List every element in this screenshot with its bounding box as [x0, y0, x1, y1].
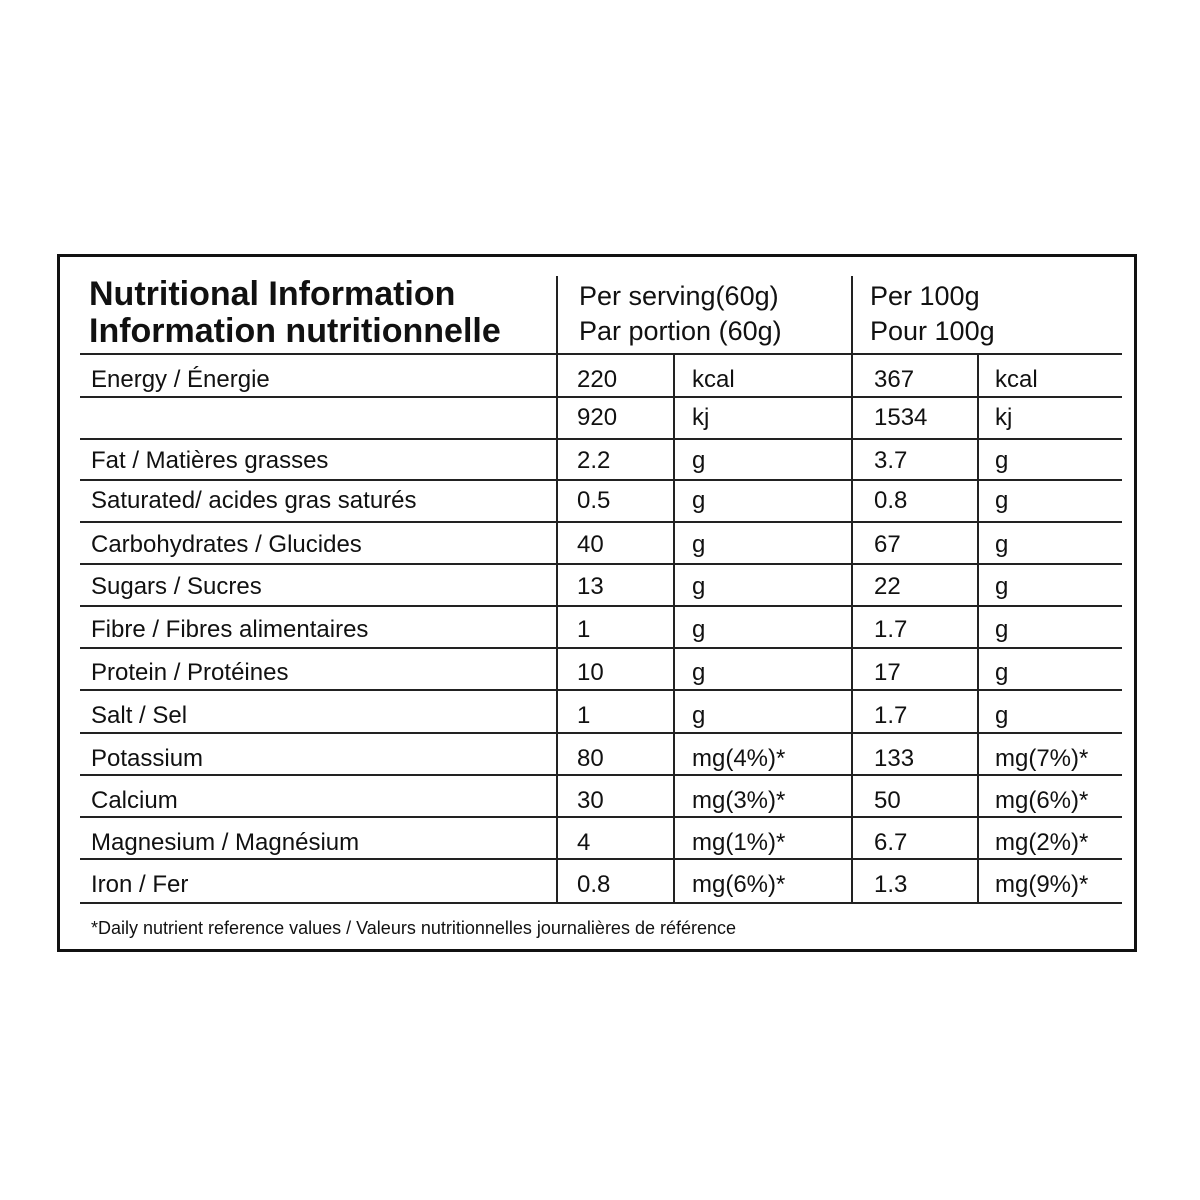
per-serving-value: 10 [577, 659, 604, 686]
per-serving-value: 2.2 [577, 447, 611, 474]
row-divider [80, 353, 1122, 355]
per-serving-value: 0.8 [577, 871, 611, 898]
nutrient-label: Protein / Protéines [91, 659, 289, 686]
nutrient-label: Sugars / Sucres [91, 573, 262, 600]
per-100g-value: 17 [874, 659, 901, 686]
per-100g-value: 1.7 [874, 702, 908, 729]
per-serving-value: 13 [577, 573, 604, 600]
row-divider [80, 396, 1122, 398]
row-divider [80, 902, 1122, 904]
per-serving-value: 920 [577, 404, 618, 431]
nutrient-label: Calcium [91, 787, 178, 814]
per-100g-unit: g [995, 531, 1009, 558]
per-100g-heading-en: Per 100g [870, 281, 980, 311]
per-100g-unit: kcal [995, 366, 1038, 393]
per-100g-unit: kj [995, 404, 1013, 431]
per-serving-value: 1 [577, 616, 591, 643]
per-100g-value: 50 [874, 787, 901, 814]
nutrient-label: Saturated/ acides gras saturés [91, 487, 417, 514]
per-serving-unit: mg(1%)* [692, 829, 786, 856]
row-divider [80, 689, 1122, 691]
per-100g-value: 6.7 [874, 829, 908, 856]
per-serving-value: 0.5 [577, 487, 611, 514]
footnote: *Daily nutrient reference values / Valeurs nutritionnelles journalières de référence [91, 918, 737, 938]
nutrient-label: Energy / Énergie [91, 366, 270, 393]
per-serving-unit: kcal [692, 366, 735, 393]
per-serving-heading-fr: Par portion (60g) [579, 316, 782, 346]
per-100g-value: 3.7 [874, 447, 908, 474]
per-serving-value: 4 [577, 829, 591, 856]
nutrient-label: Potassium [91, 745, 204, 772]
per-100g-unit: mg(2%)* [995, 829, 1089, 856]
per-100g-value: 67 [874, 531, 901, 558]
per-100g-heading-fr: Pour 100g [870, 316, 995, 346]
row-divider [80, 732, 1122, 734]
per-100g-value: 133 [874, 745, 915, 772]
per-100g-value: 1.7 [874, 616, 908, 643]
nutrient-label: Magnesium / Magnésium [91, 829, 360, 856]
title-english: Nutritional Information [89, 275, 456, 313]
per-serving-heading-en: Per serving(60g) [579, 281, 779, 311]
per-serving-unit: g [692, 487, 706, 514]
row-divider [80, 816, 1122, 818]
per-serving-unit: g [692, 616, 706, 643]
per-serving-unit: g [692, 573, 706, 600]
per-serving-value: 1 [577, 702, 591, 729]
per-100g-unit: g [995, 702, 1009, 729]
row-divider [80, 438, 1122, 440]
row-divider [80, 605, 1122, 607]
nutrient-label: Fibre / Fibres alimentaires [91, 616, 369, 643]
nutrient-label: Carbohydrates / Glucides [91, 531, 362, 558]
per-serving-unit: kj [692, 404, 710, 431]
per-serving-value: 220 [577, 366, 618, 393]
per-serving-unit: mg(6%)* [692, 871, 786, 898]
per-serving-unit: mg(4%)* [692, 745, 786, 772]
per-serving-unit: g [692, 702, 706, 729]
per-100g-unit: g [995, 447, 1009, 474]
per-100g-value: 22 [874, 573, 901, 600]
row-divider [80, 647, 1122, 649]
per-100g-value: 1.3 [874, 871, 908, 898]
per-100g-unit: g [995, 573, 1009, 600]
nutrient-label: Salt / Sel [91, 702, 188, 729]
per-100g-value: 367 [874, 366, 915, 393]
per-100g-unit: g [995, 659, 1009, 686]
per-serving-unit: g [692, 659, 706, 686]
row-divider [80, 479, 1122, 481]
row-divider [80, 563, 1122, 565]
per-100g-unit: g [995, 616, 1009, 643]
per-100g-value: 1534 [874, 404, 928, 431]
per-100g-value: 0.8 [874, 487, 908, 514]
column-divider-per100 [851, 276, 853, 902]
column-divider-serving [556, 276, 558, 902]
per-serving-unit: mg(3%)* [692, 787, 786, 814]
row-divider [80, 858, 1122, 860]
per-100g-unit: g [995, 487, 1009, 514]
per-serving-unit: g [692, 447, 706, 474]
nutrient-label: Iron / Fer [91, 871, 189, 898]
per-100g-unit: mg(9%)* [995, 871, 1089, 898]
title-french: Information nutritionnelle [89, 312, 501, 350]
per-serving-value: 30 [577, 787, 604, 814]
per-serving-unit: g [692, 531, 706, 558]
row-divider [80, 521, 1122, 523]
nutrient-label: Fat / Matières grasses [91, 447, 329, 474]
per-serving-value: 80 [577, 745, 604, 772]
per-100g-unit: mg(6%)* [995, 787, 1089, 814]
per-100g-unit: mg(7%)* [995, 745, 1089, 772]
row-divider [80, 774, 1122, 776]
per-serving-value: 40 [577, 531, 604, 558]
